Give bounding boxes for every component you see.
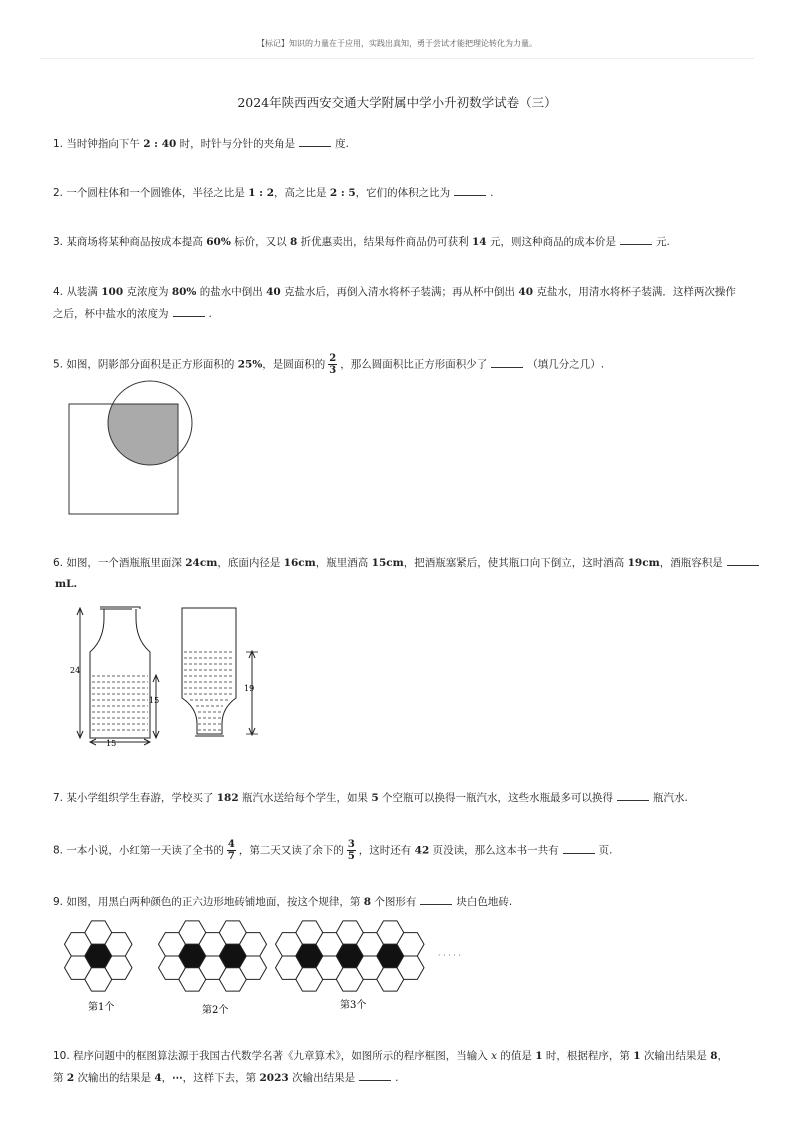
- q3-text: 元，则这种商品的成本价是: [486, 236, 616, 248]
- question-9: [53, 891, 743, 913]
- answer-blank[interactable]: [617, 790, 649, 801]
- question-3: [53, 231, 743, 253]
- q4-text: 4. 从装满: [53, 286, 102, 298]
- q3-text: 标价，又以: [230, 236, 290, 248]
- q2-text: 2. 一个圆柱体和一个圆锥体，半径之比是: [53, 187, 249, 199]
- figure-label-2: 第2个: [202, 1005, 229, 1016]
- q6-text: ，瓶里酒高: [315, 557, 372, 569]
- answer-blank[interactable]: [420, 894, 452, 905]
- q1-text: 1. 当时钟指向下午: [53, 138, 144, 150]
- q10-math: 2023: [259, 1072, 289, 1084]
- answer-blank[interactable]: [359, 1070, 391, 1081]
- question-10-line2: [53, 1067, 743, 1089]
- q9-text: 9. 如图，用黑白两种颜色的正六边形地砖铺地面，按这个规律，第: [53, 896, 364, 908]
- q5-text: 5. 如图，阴影部分面积是正方形面积的: [53, 358, 238, 371]
- q2-text: .: [490, 187, 494, 199]
- q10-math: 1: [633, 1050, 641, 1062]
- q10-text: 次输出结果是: [640, 1050, 711, 1062]
- fraction-numerator: 3: [347, 839, 355, 850]
- q4-text: 克浓度为: [123, 286, 172, 298]
- q7-text: 瓶汽水.: [652, 792, 688, 804]
- q4-text: 克盐水，用清水将杯子装满．这样两次操作之后，杯中盐水的浓度为: [53, 286, 736, 320]
- q1-text: 时，时针与分针的夹角是: [176, 138, 296, 150]
- q6-text: ，底面内径是: [217, 557, 284, 569]
- q9-text: 块白色地砖.: [456, 896, 513, 908]
- q10-text: ，这样下去，第: [182, 1072, 260, 1084]
- q10-text: 的值是: [497, 1050, 536, 1062]
- answer-blank[interactable]: [491, 357, 523, 368]
- question-1: [53, 133, 743, 155]
- q5-text: ，那么圆面积比正方形面积少了: [340, 358, 488, 371]
- q10-text: .: [395, 1072, 399, 1084]
- q5-text: （填几分之几）.: [527, 358, 605, 371]
- answer-blank[interactable]: [563, 843, 595, 854]
- q9-text: 个图形有: [371, 896, 417, 908]
- question-8: [53, 839, 743, 862]
- q7-text: 7. 某小学组织学生春游，学校买了: [53, 792, 217, 804]
- q1-math: 2 : 40: [143, 138, 177, 150]
- q3-text: 3. 某商场将某种商品按成本提高: [53, 236, 207, 248]
- dimension-label-19: 19: [244, 684, 255, 693]
- fraction: [328, 353, 337, 376]
- q4-math: 80%: [171, 286, 197, 298]
- header-divider: [40, 58, 754, 59]
- q10-text: 第: [53, 1072, 67, 1084]
- q8-text: ，这时还有: [358, 844, 415, 857]
- answer-blank[interactable]: [620, 234, 652, 245]
- ellipsis-dots: · · · · ·: [438, 951, 461, 960]
- dimension-label-width: 15: [106, 739, 117, 748]
- q7-text: 瓶汽水送给每个学生，如果: [238, 792, 372, 804]
- question-5: [53, 353, 743, 376]
- bottle-upright: [70, 607, 159, 748]
- q6-math: 15cm: [371, 557, 404, 569]
- q6-math: 16cm: [283, 557, 316, 569]
- q8-text: ，第二天又读了余下的: [238, 844, 344, 857]
- q2-text: ，高之比是: [274, 187, 330, 199]
- q6-text: ，把酒瓶塞紧后，使其瓶口向下倒立，这时酒高: [403, 557, 628, 569]
- q10-text: 10. 程序问题中的框图算法源于我国古代数学名著《九章算术》，如图所示的程序框图，当输入: [53, 1050, 492, 1062]
- fraction-numerator: 2: [329, 353, 337, 364]
- q6-math: 24cm: [185, 557, 218, 569]
- answer-blank[interactable]: [727, 555, 759, 566]
- header-note: 【标记】知识的力量在于应用，实践出真知，勇于尝试才能把理论转化为力量。: [257, 39, 537, 48]
- q2-math: 1 : 2: [248, 187, 275, 199]
- q3-text: 元.: [655, 236, 670, 248]
- fraction-denominator: 7: [227, 851, 235, 862]
- question-10: [53, 1045, 743, 1067]
- q3-math: 14: [471, 236, 487, 248]
- q6-math: 19cm: [627, 557, 660, 569]
- question-4: [53, 281, 743, 325]
- q3-text: 折优惠卖出，结果每件商品仍可获利: [297, 236, 472, 248]
- q8-text: 页没读，那么这本书一共有: [429, 844, 559, 857]
- dimension-label-15: 15: [149, 696, 160, 705]
- q10-math: 1: [535, 1050, 543, 1062]
- fraction-numerator: 4: [227, 839, 235, 850]
- q2-text: ，它们的体积之比为: [355, 187, 451, 199]
- q10-text: ，: [161, 1072, 173, 1084]
- q7-math: 182: [216, 792, 239, 804]
- q8-text: 页.: [598, 844, 613, 857]
- q5-text: ，是圆面积的: [262, 358, 326, 371]
- q6-text: ，酒瓶容积是: [659, 557, 723, 569]
- q10-text: 时，根据程序，第: [542, 1050, 634, 1062]
- q10-math: 2: [66, 1072, 75, 1084]
- q10-text: 次输出结果是: [288, 1072, 356, 1084]
- bottle-figure: [60, 600, 270, 750]
- page-title: 2024年陕西西安交通大学附属中学小升初数学试卷（三）: [237, 95, 557, 110]
- q6-unit: mL.: [55, 578, 78, 590]
- q4-text: 的盐水中倒出: [196, 286, 267, 298]
- q5-math: 25%: [237, 358, 263, 371]
- figure-label-3: 第3个: [340, 1000, 367, 1011]
- q10-math: ⋯: [172, 1072, 183, 1084]
- q10-text: ，: [717, 1050, 729, 1062]
- q2-math: 2 : 5: [329, 187, 356, 199]
- q4-math: 40: [518, 286, 534, 298]
- q3-math: 8: [289, 236, 298, 248]
- q7-math: 5: [371, 792, 379, 804]
- q1-text: 度.: [335, 138, 349, 150]
- bottle-inverted: [182, 608, 258, 736]
- q7-text: 个空瓶可以换得一瓶汽水，这些水瓶最多可以换得: [378, 792, 613, 804]
- fraction: [347, 839, 356, 862]
- answer-blank[interactable]: [454, 185, 486, 196]
- q4-text: .: [208, 308, 212, 320]
- q8-math: 42: [414, 844, 430, 857]
- q3-math: 60%: [206, 236, 231, 248]
- fraction-denominator: 5: [347, 851, 355, 862]
- q4-text: 克盐水后，再倒入清水将杯子装满；再从杯中倒出: [280, 286, 519, 298]
- q10-text: 次输出的结果是: [74, 1072, 155, 1084]
- q10-math: 4: [154, 1072, 162, 1084]
- question-6-unit: [55, 573, 745, 595]
- question-6: [53, 552, 743, 574]
- q10-math: x: [491, 1050, 498, 1062]
- answer-blank[interactable]: [299, 136, 331, 147]
- q10-math: 8: [710, 1050, 718, 1062]
- q4-math: 40: [266, 286, 281, 298]
- question-7: [53, 787, 743, 809]
- q8-text: 8. 一本小说，小红第一天读了全书的: [53, 844, 224, 857]
- answer-blank[interactable]: [173, 306, 205, 317]
- fraction-denominator: 3: [329, 365, 337, 376]
- hexagon-pattern-figure: [60, 918, 480, 1018]
- q9-math: 8: [363, 896, 372, 908]
- fraction: [227, 839, 236, 862]
- square-circle-figure: [60, 375, 210, 520]
- question-2: [53, 182, 743, 204]
- q6-text: 6. 如图，一个酒瓶瓶里面深: [53, 557, 186, 569]
- hexagon-tiles: [65, 921, 425, 991]
- figure-label-1: 第1个: [88, 1002, 115, 1013]
- q4-math: 100: [101, 286, 124, 298]
- dimension-label-24: 24: [70, 666, 81, 675]
